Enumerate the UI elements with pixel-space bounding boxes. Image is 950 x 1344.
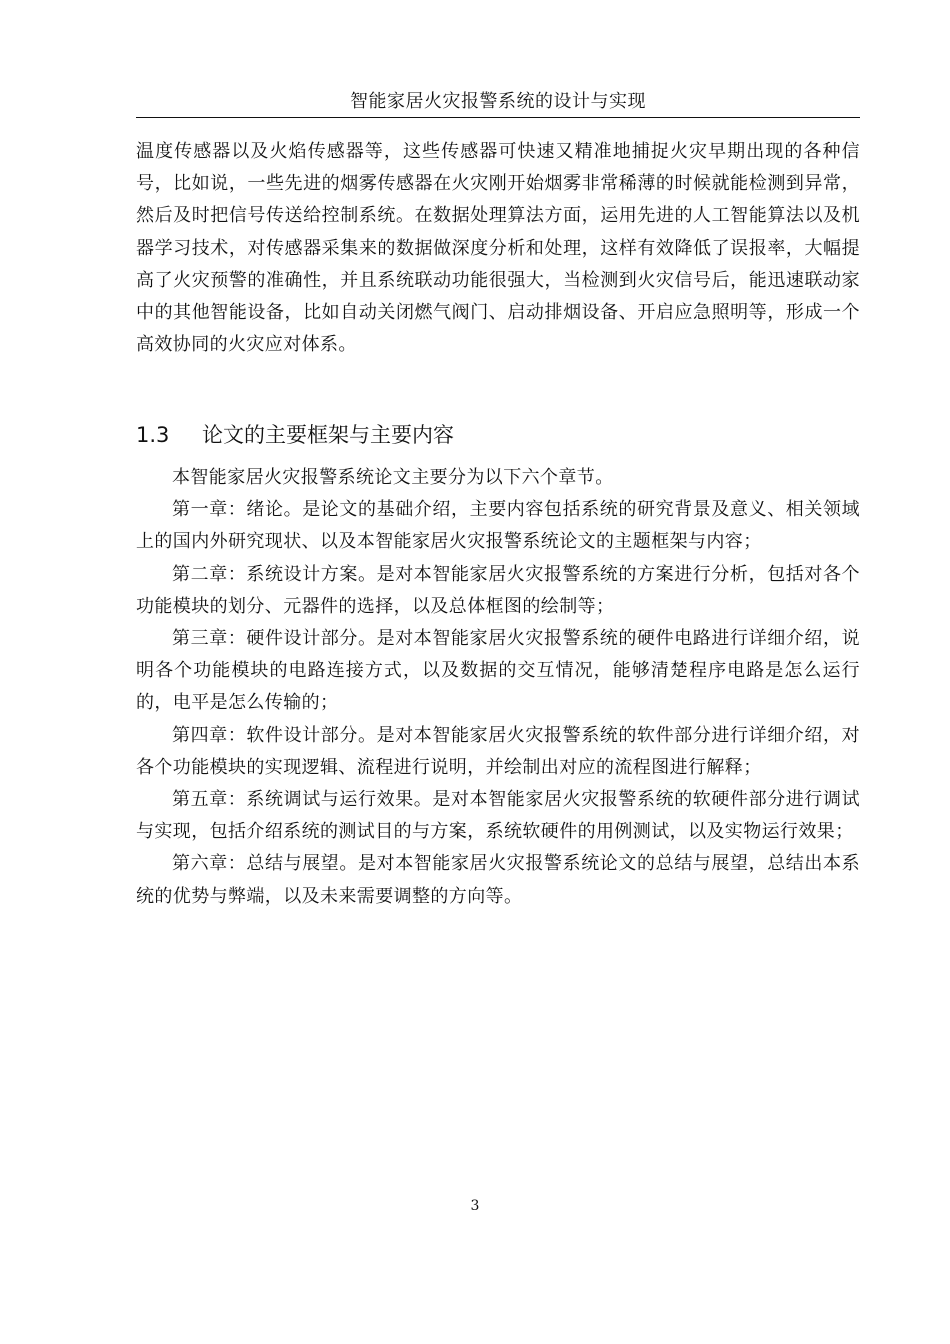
chapter-one-paragraph: 第一章：绪论。是论文的基础介绍，主要内容包括系统的研究背景及意义、相关领域上的国内外研究现状、以及本智能家居火灾报警系统论文的主题框架与内容；	[136, 499, 860, 553]
section-heading	[136, 418, 860, 452]
running-header: 智能家居火灾报警系统的设计与实现	[350, 91, 646, 112]
chapter-three-paragraph: 第三章：硬件设计部分。是对本智能家居火灾报警系统的硬件电路进行详细介绍，说明各个功能模块的电路连接方式，以及数据的交互情况，能够清楚程序电路是怎么运行的，电平是怎么传输的；	[136, 628, 860, 714]
chapter-five-paragraph: 第五章：系统调试与运行效果。是对本智能家居火灾报警系统的软硬件部分进行调试与实现，包括介绍系统的测试目的与方案，系统软硬件的用例测试，以及实物运行效果；	[136, 789, 860, 843]
chapter-four-paragraph: 第四章：软件设计部分。是对本智能家居火灾报警系统的软件部分进行详细介绍，对各个功能模块的实现逻辑、流程进行说明，并绘制出对应的流程图进行解释；	[136, 724, 860, 778]
overview-paragraph: 本智能家居火灾报警系统论文主要分为以下六个章节。	[172, 467, 614, 488]
chapter-six-paragraph: 第六章：总结与展望。是对本智能家居火灾报警系统论文的总结与展望，总结出本系统的优势与弊端，以及未来需要调整的方向等。	[136, 853, 860, 907]
section-title: 论文的主要框架与主要内容	[202, 423, 454, 447]
intro-paragraph: 温度传感器以及火焰传感器等，这些传感器可快速又精准地捕捉火灾早期出现的各种信号，比如说，一些先进的烟雾传感器在火灾刚开始烟雾非常稀薄的时候就能检测到异常，然后及时把信号传送给控制系统。在数据处理算法方面，运用先进的人工智能算法以及机器学习技术，对传感器采集来的数据做深度分析和处理，这样有效降低了误报率，大幅提高了火灾预警的准确性，并且系统联动功能很强大，当检测到火灾信号后，能迅速联动家中的其他智能设备，比如自动关闭燃气阀门、启动排烟设备、开启应急照明等，形成一个高效协同的火灾应对体系。	[136, 141, 860, 356]
section-number: 1.3	[136, 423, 170, 447]
intro-paragraph-block	[136, 136, 860, 361]
header-rule	[136, 117, 860, 118]
section-body	[136, 462, 860, 913]
page-number: 3	[470, 1198, 480, 1214]
chapter-two-paragraph: 第二章：系统设计方案。是对本智能家居火灾报警系统的方案进行分析，包括对各个功能模块的划分、元器件的选择，以及总体框图的绘制等；	[136, 563, 860, 617]
